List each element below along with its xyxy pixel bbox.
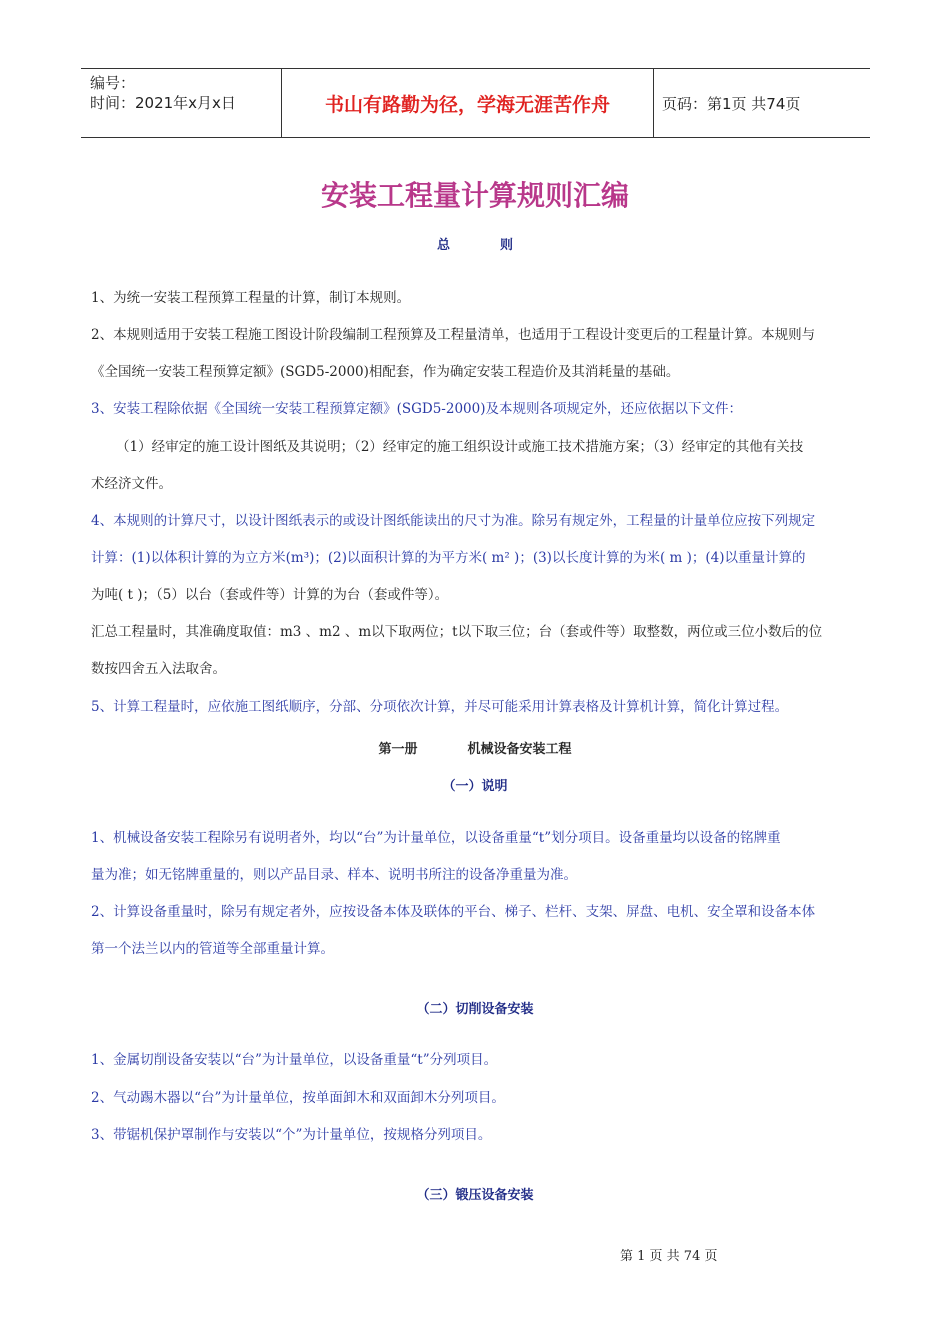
section-1-paragraph-2a: 2、计算设备重量时，除另有规定者外，应按设备本体及联体的平台、梯子、栏杆、支架、屏盘、电机、安全罩和设备本体: [91, 904, 816, 920]
general-heading-a: 总: [436, 238, 450, 253]
document-title: 安装工程量计算规则汇编: [320, 179, 629, 212]
section-2-paragraph-1: 1、金属切削设备安装以“台”为计量单位，以设备重量“t”分列项目。: [91, 1052, 498, 1068]
header-page-info: 页码：第1页 共74页: [662, 94, 801, 113]
paragraph-4b: 计算：(1)以体积计算的为立方米(m³)；(2)以面积计算的为平方米( m² )；(3)以长度计算的为米( m )；(4)以重量计算的: [91, 550, 806, 566]
section-2-heading: （二）切削设备安装: [416, 1002, 534, 1017]
page-header: [81, 68, 870, 138]
section-3-heading: （三）锻压设备安装: [416, 1188, 534, 1203]
paragraph-1: 1、为统一安装工程预算工程量的计算，制订本规则。: [91, 290, 411, 306]
paragraph-3-sub-a: （1）经审定的施工设计图纸及其说明；（2）经审定的施工组织设计或施工技术措施方案；（3）经审定的其他有关技: [116, 439, 804, 455]
paragraph-3: 3、安装工程除依据《全国统一安装工程预算定额》(SGD5-2000)及本规则各项规定外，还应依据以下文件：: [91, 401, 742, 417]
volume-heading: [0, 738, 950, 757]
header-motto: 书山有路勤为径，学海无涯苦作舟: [281, 69, 654, 137]
general-heading: [0, 234, 950, 253]
paragraph-5: 5、计算工程量时，应依施工图纸顺序，分部、分项依次计算，并尽可能采用计算表格及计算机计算，简化计算过程。: [91, 699, 789, 715]
section-1-heading: （一）说明: [442, 779, 508, 794]
paragraph-2a: 2、本规则适用于安装工程施工图设计阶段编制工程预算及工程量清单，也适用于工程设计变更后的工程量计算。本规则与: [91, 327, 816, 343]
page-footer: 第 1 页 共 74 页: [620, 1249, 718, 1264]
section-1-paragraph-2b: 第一个法兰以内的管道等全部重量计算。: [91, 941, 334, 957]
paragraph-2b: 《全国统一安装工程预算定额》(SGD5-2000)相配套，作为确定安装工程造价及其消耗量的基础。: [91, 364, 680, 380]
section-2-paragraph-2: 2、气动踢木器以“台”为计量单位，按单面卸木和双面卸木分列项目。: [91, 1090, 505, 1106]
time-label: 时间：2021年x月x日: [90, 94, 236, 112]
volume-number: 第一册: [378, 742, 418, 757]
volume-title: 机械设备安装工程: [467, 742, 572, 757]
general-heading-b: 则: [500, 238, 514, 253]
paragraph-3-sub-b: 术经济文件。: [91, 476, 172, 492]
paragraph-4a: 4、本规则的计算尺寸，以设计图纸表示的或设计图纸能读出的尺寸为准。除另有规定外，工程量的计量单位应按下列规定: [91, 513, 816, 529]
section-1-paragraph-1b: 量为准；如无铭牌重量的，则以产品目录、样本、说明书所注的设备净重量为准。: [91, 867, 577, 883]
section-2-paragraph-3: 3、带锯机保护罩制作与安装以“个”为计量单位，按规格分列项目。: [91, 1127, 492, 1143]
code-label: 编号：: [90, 74, 136, 92]
header-meta: [81, 69, 281, 137]
paragraph-4e: 数按四舍五入法取舍。: [91, 661, 226, 677]
section-1-paragraph-1a: 1、机械设备安装工程除另有说明者外，均以“台”为计量单位，以设备重量“t”划分项目。设备重量均以设备的铭牌重: [91, 830, 781, 846]
paragraph-4d: 汇总工程量时，其准确度取值：m3 、m2 、m以下取两位；t以下取三位；台（套或件等）取整数，两位或三位小数后的位: [91, 624, 823, 640]
paragraph-4c: 为吨( t )；（5）以台（套或件等）计算的为台（套或件等）。: [91, 587, 449, 603]
